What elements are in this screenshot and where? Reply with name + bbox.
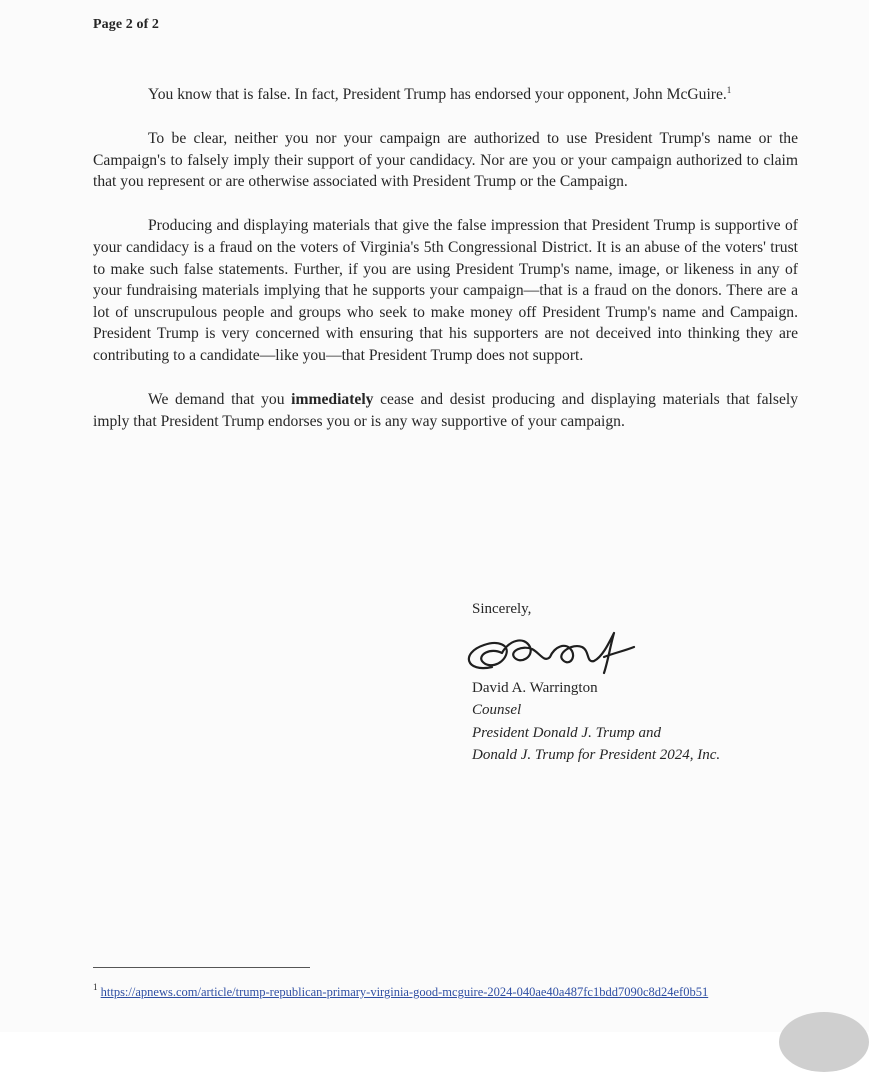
paragraph-4	[93, 389, 798, 432]
letter-body	[93, 84, 798, 455]
paragraph-4-rest: cease and desist producing and displaying materials that falsely imply that President Trump endorses you or is any way supportive of your campaign.	[93, 391, 798, 430]
signer-name: David A. Warrington	[472, 679, 598, 696]
page-number: Page 2 of 2	[93, 17, 160, 32]
emphasis-immediately: immediately	[291, 391, 374, 409]
paragraph-1-text: You know that is false. In fact, President Trump has endorsed your opponent, John McGuire.	[148, 86, 727, 103]
signer-org-line-2: Donald J. Trump for President 2024, Inc.	[472, 747, 721, 763]
signer-title: Counsel	[472, 702, 522, 718]
corner-shadow	[779, 1012, 869, 1072]
footnote-link[interactable]: https://apnews.com/article/trump-republican-primary-virginia-good-mcguire-2024-040ae40a487fc1bdd7090c8d24ef0b51	[100, 985, 709, 999]
footnote-divider	[93, 967, 310, 968]
paragraph-2: To be clear, neither you nor your campaign are authorized to use President Trump's name or the Campaign's to falsely imply their support of your candidacy. Nor are you or your campaign authorized to claim that you represent or are otherwise associated with President Trump or the Campaign.	[93, 130, 798, 191]
handwritten-signature	[458, 627, 648, 679]
paragraph-3: Producing and displaying materials that give the false impression that President Trump is supportive of your candidacy is a fraud on the voters of Virginia's 5th Congressional District. It is an abuse of the voters' trust to make such false statements. Further, if you are using President Trump's name, image, or likeness in any of your fundraising materials implying that he supports your campaign—that is a fraud on the donors. There are a lot of unscrupulous people and groups who seek to make money off President Trump's name and Campaign. President Trump is very concerned with ensuring that his supporters are not deceived into thinking they are contributing to a candidate—like you—that President Trump does not support.	[93, 217, 798, 364]
footnote-marker: 1	[93, 982, 98, 992]
signature-block	[472, 598, 832, 767]
footnote	[93, 983, 733, 1001]
footnote-reference: 1	[726, 85, 732, 95]
signer-org-line-1: President Donald J. Trump and	[472, 724, 662, 741]
paragraph-1	[93, 84, 798, 106]
paragraph-4-lead: We demand that you	[148, 391, 292, 409]
closing: Sincerely,	[472, 601, 532, 617]
